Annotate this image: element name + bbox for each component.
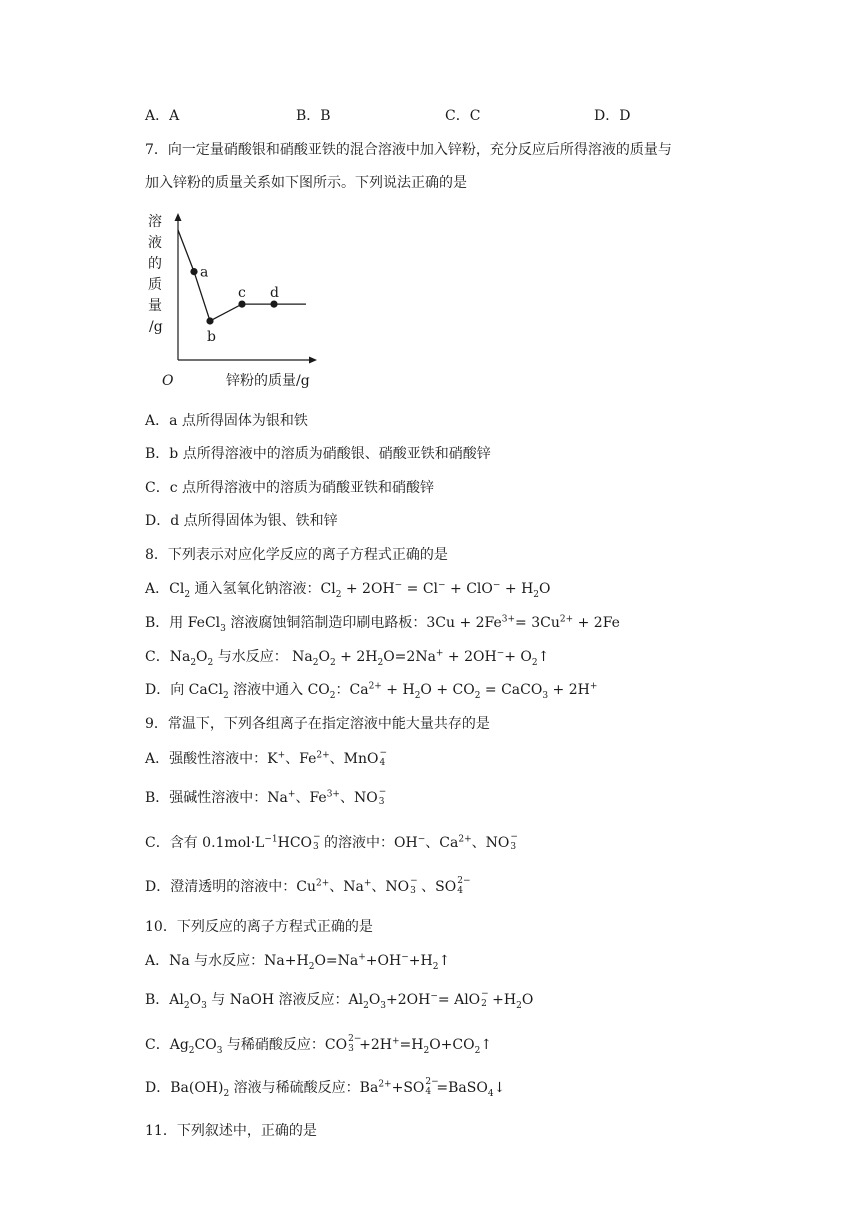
q8-option-a: A．$Cl_2$ 通入氢氧化钠溶液：$Cl_2 + 2OH^- = Cl^- + ClO^- + H_2O$ [145,580,551,600]
chart-y-label-char: 溶 [148,214,162,230]
q9-option-d: D．澄清透明的溶液中：$Cu^{2+}$、Na+、NO − 3 、SO 2− 4 [145,876,471,896]
q6-option-a: A．A [145,108,180,124]
q9-option-a: A．强酸性溶液中：K+、$Fe^{2+}$、MnO − 4 [145,748,388,768]
q7-option-b: B．b 点所得溶液中的溶质为硝酸银、硝酸亚铁和硝酸锌 [145,446,491,462]
chart-y-axis-label [148,213,163,335]
q6-option-b: B．B [296,108,331,124]
chart-x-axis-arrow [309,357,317,364]
q6-option-c: C．C [445,108,481,124]
q6-options [145,106,665,126]
q7-option-d: D．d 点所得固体为银、铁和锌 [145,513,338,529]
chart-point-a [190,268,197,275]
chart-y-label-char: /g [149,319,163,335]
chart-point-d [270,301,277,308]
chart-origin-label: O [162,373,174,389]
q10-option-a: A．Na 与水反应：$Na+H_2O=Na^++OH^-+H_2↑$ [145,952,451,972]
chart-point-label-b: b [207,329,216,345]
q9-option-c: C．含有 $0.1mol\cdot L^{-1}HCO$ − 3 的溶液中：OH−、$Ca^{2+}$、NO − 3 [145,832,518,852]
q8-option-b: B．用 FeCl$_3$ 溶液腐蚀铜箔制造印刷电路板：$3Cu + 2Fe^{3+}= 3Cu^{2+} + 2Fe$ [145,614,620,634]
q7-stem-line-1: 7．向一定量硝酸银和硝酸亚铁的混合溶液中加入锌粉，充分反应后所得溶液的质量与 [145,142,672,158]
q8-option-d: D．向 CaCl$_2$ 溶液中通入 $CO_2$：$Ca^{2+} + H_2O + CO_2$ = CaCO$_3$ + 2H+ [145,681,598,701]
q10-stem: 10．下列反应的离子方程式正确的是 [145,919,373,935]
chart-y-label-char: 液 [148,235,162,251]
chart-point-label-c: c [238,285,246,302]
chart-point-c [238,301,245,308]
chart-y-label-char: 的 [148,256,162,272]
chart-point-label-a: a [200,264,209,281]
q9-stem: 9．常温下，下列各组离子在指定溶液中能大量共存的是 [145,716,490,732]
chart-y-label-char: 质 [148,277,162,293]
q7-chart [140,205,340,395]
q6-option-d: D．D [594,108,631,124]
chart-point-b [206,317,213,324]
chart-y-axis-arrow [175,213,182,221]
q8-option-c: C．$Na_2O_2$ 与水反应： $Na_2O_2 + 2H_2O=2Na^+ + 2OH^-+$ $O_2↑$ [145,648,550,668]
chart-x-axis-label: 锌粉的质量/g [226,373,310,389]
chart-point-label-d: d [270,285,279,302]
q8-stem: 8．下列表示对应化学反应的离子方程式正确的是 [145,547,448,563]
q10-option-d: D．$Ba(OH)_2$ 溶液与稀硫酸反应：$Ba^{2+}+SO$ 2− 4 =BaSO$_4$↓ [145,1077,506,1099]
q7-stem-line-2: 加入锌粉的质量关系如下图所示。下列说法正确的是 [145,175,467,191]
q7-option-c: C．c 点所得溶液中的溶质为硝酸亚铁和硝酸锌 [145,480,435,496]
q10-option-c: C．$Ag_2CO_3$ 与稀硝酸反应：CO 2− 3 $+2H^+=H_2O+CO_2↑$ [145,1034,493,1056]
chart-y-label-char: 量 [148,298,162,314]
q10-option-b: B．$Al_2O_3$ 与 NaOH 溶液反应：$Al_2O_3+2OH^-=$ AlO − 2 $+H_2O$ [145,989,534,1011]
q7-option-a: A．a 点所得固体为银和铁 [145,413,308,429]
q9-option-b: B．强碱性溶液中：Na+、$Fe^{3+}$、NO − 3 [145,787,387,807]
q11-stem: 11．下列叙述中，正确的是 [145,1123,317,1139]
